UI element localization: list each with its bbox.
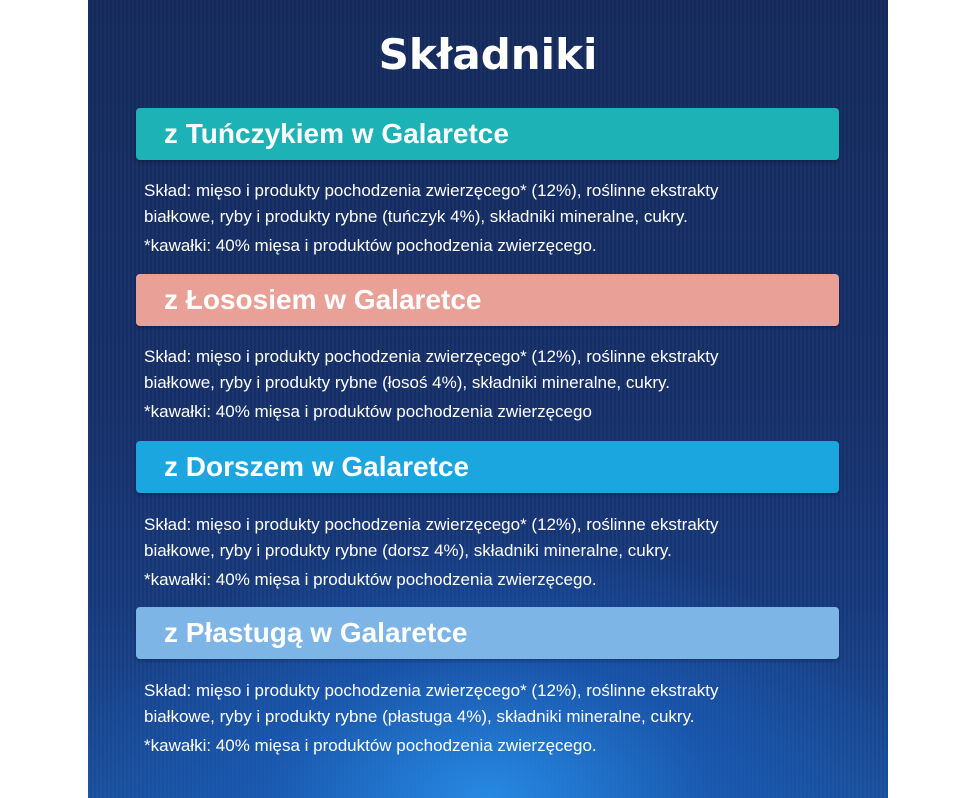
composition-line: białkowe, ryby i produkty rybne (łosoś 4%), składniki mineralne, cukry.	[144, 373, 670, 392]
composition-note: *kawałki: 40% mięsa i produktów pochodzenia zwierzęcego.	[144, 736, 597, 755]
section-title: z Dorszem w Galaretce	[164, 451, 470, 482]
composition-line: białkowe, ryby i produkty rybne (płastuga 4%), składniki mineralne, cukry.	[144, 707, 695, 726]
section-header-plaice	[136, 607, 839, 659]
section-description-cod	[144, 512, 844, 593]
section-title: z Łososiem w Galaretce	[164, 284, 482, 315]
composition-line: Skład: mięso i produkty pochodzenia zwierzęcego* (12%), roślinne ekstrakty	[144, 181, 719, 200]
composition-line: Skład: mięso i produkty pochodzenia zwierzęcego* (12%), roślinne ekstrakty	[144, 347, 719, 366]
ingredients-panel	[88, 0, 888, 798]
section-title: z Tuńczykiem w Galaretce	[164, 118, 509, 149]
section-header-tuna	[136, 108, 839, 160]
section-header-cod	[136, 441, 839, 493]
page-title: Składniki	[378, 30, 598, 79]
composition-line: białkowe, ryby i produkty rybne (dorsz 4%), składniki mineralne, cukry.	[144, 541, 672, 560]
composition-note: *kawałki: 40% mięsa i produktów pochodzenia zwierzęcego.	[144, 570, 597, 589]
section-description-salmon	[144, 344, 844, 425]
section-header-salmon	[136, 274, 839, 326]
composition-note: *kawałki: 40% mięsa i produktów pochodzenia zwierzęcego	[144, 402, 592, 421]
section-description-tuna	[144, 178, 844, 259]
composition-line: Skład: mięso i produkty pochodzenia zwierzęcego* (12%), roślinne ekstrakty	[144, 515, 719, 534]
composition-note: *kawałki: 40% mięsa i produktów pochodzenia zwierzęcego.	[144, 236, 597, 255]
composition-line: Skład: mięso i produkty pochodzenia zwierzęcego* (12%), roślinne ekstrakty	[144, 681, 719, 700]
section-title: z Płastugą w Galaretce	[164, 617, 468, 648]
composition-line: białkowe, ryby i produkty rybne (tuńczyk 4%), składniki mineralne, cukry.	[144, 207, 688, 226]
section-description-plaice	[144, 678, 844, 759]
